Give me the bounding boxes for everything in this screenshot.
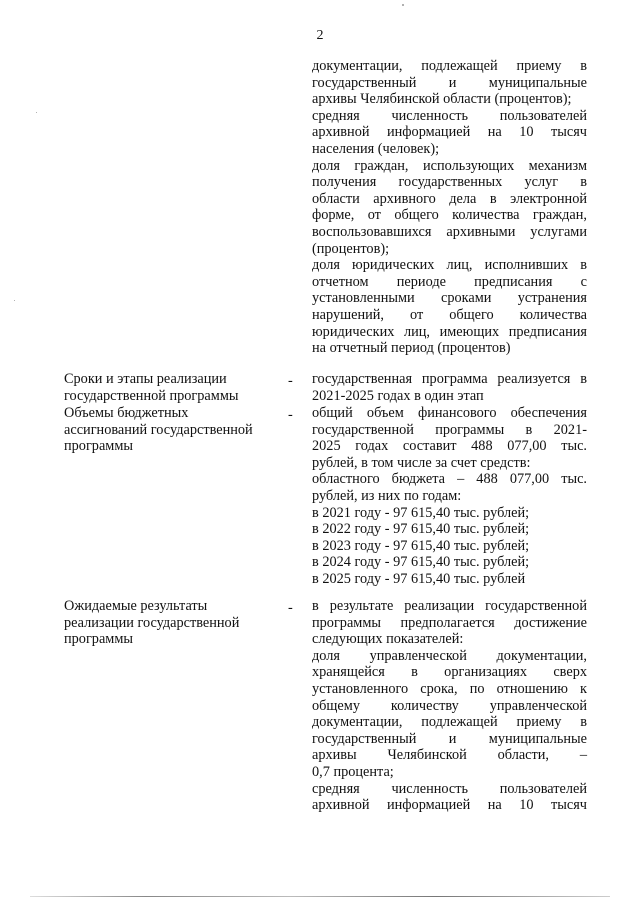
text-line: в 2023 году - 97 615,40 тыс. рублей; [312, 537, 530, 554]
row-dash: - [288, 600, 293, 616]
row-dash: - [288, 407, 293, 423]
label-line: Сроки и этапы реализации [64, 371, 227, 387]
text-line: в 2025 году - 97 615,40 тыс. рублей [312, 570, 526, 587]
text-line: архивной информацией на 10 тысяч [312, 124, 587, 141]
text-line: средняя численность пользователей [312, 107, 587, 124]
text-line: архивы Челябинской области, – [312, 747, 587, 764]
text-line: рублей, из них по годам: [312, 487, 462, 504]
text-line: общий объем финансового обеспечения [312, 405, 587, 421]
text-line: архивы Челябинской области (процентов); [312, 91, 572, 108]
text-line: доля юридических лиц, исполнивших в [312, 257, 587, 274]
label-line: государственной программы [64, 387, 239, 404]
row-label-budget [64, 405, 284, 455]
text-line: рублей, в том числе за счет средств: [312, 454, 531, 471]
label-line: ассигнований государственной [64, 421, 253, 438]
text-line: (процентов); [312, 240, 390, 257]
text-line: программы предполагается достижение [312, 614, 587, 631]
row-label-results [64, 598, 284, 648]
text-line: получения государственных услуг в [312, 174, 587, 191]
top-continuation-block [312, 58, 587, 357]
label-line: Объемы бюджетных [64, 405, 189, 421]
scan-speck [36, 112, 37, 113]
text-line: следующих показателей: [312, 631, 464, 648]
text-line: 2025 годах составит 488 077,00 тыс. [312, 438, 587, 455]
text-line: установленного срока, по отношению к [312, 680, 587, 697]
text-line: средняя численность пользователей [312, 780, 587, 797]
text-line: документации, подлежащей приему в [312, 58, 587, 74]
text-line: государственный и муниципальные [312, 730, 587, 747]
text-line: в 2024 году - 97 615,40 тыс. рублей; [312, 554, 530, 571]
label-line: Ожидаемые результаты [64, 598, 208, 614]
text-line: государственный и муниципальные [312, 74, 587, 91]
text-line: на отчетный период (процентов) [312, 340, 511, 357]
text-line: юридических лиц, имеющих предписания [312, 323, 587, 340]
text-line: архивной информацией на 10 тысяч [312, 797, 587, 814]
text-line: отчетном периоде предписания с [312, 273, 587, 290]
text-line: воспользовавшихся архивными услугами [312, 223, 587, 240]
text-line: в 2022 году - 97 615,40 тыс. рублей; [312, 521, 530, 538]
text-line: областного бюджета – 488 077,00 тыс. [312, 471, 587, 488]
row-text-terms [312, 371, 587, 404]
text-line: в результате реализации государственной [312, 598, 587, 614]
text-line: 0,7 процента; [312, 763, 394, 780]
row-label-terms [64, 371, 284, 404]
text-line: в 2021 году - 97 615,40 тыс. рублей; [312, 504, 530, 521]
text-line: государственной программы в 2021- [312, 421, 587, 438]
text-line: форме, от общего количества граждан, [312, 207, 587, 224]
label-line: реализации государственной [64, 614, 240, 631]
text-line: хранящейся в организациях сверх [312, 664, 587, 681]
scan-speck [14, 300, 15, 301]
text-line: установленными сроками устранения [312, 290, 587, 307]
row-dash: - [288, 373, 293, 389]
scan-speck [402, 4, 404, 6]
text-line: населения (человек); [312, 140, 440, 157]
text-line: доля управленческой документации, [312, 647, 587, 664]
text-line: 2021-2025 годах в один этап [312, 387, 484, 404]
row-text-results [312, 598, 587, 814]
label-line: программы [64, 438, 134, 455]
label-line: программы [64, 631, 134, 648]
bottom-scan-line [30, 896, 610, 897]
row-text-budget [312, 405, 587, 588]
text-line: доля граждан, использующих механизм [312, 157, 587, 174]
text-line: нарушений, от общего количества [312, 306, 587, 323]
text-line: документации, подлежащей приему в [312, 714, 587, 731]
text-line: области архивного дела в электронной [312, 190, 587, 207]
text-line: государственная программа реализуется в [312, 371, 587, 387]
text-line: общему количеству управленческой [312, 697, 587, 714]
page-number: 2 [316, 28, 324, 43]
